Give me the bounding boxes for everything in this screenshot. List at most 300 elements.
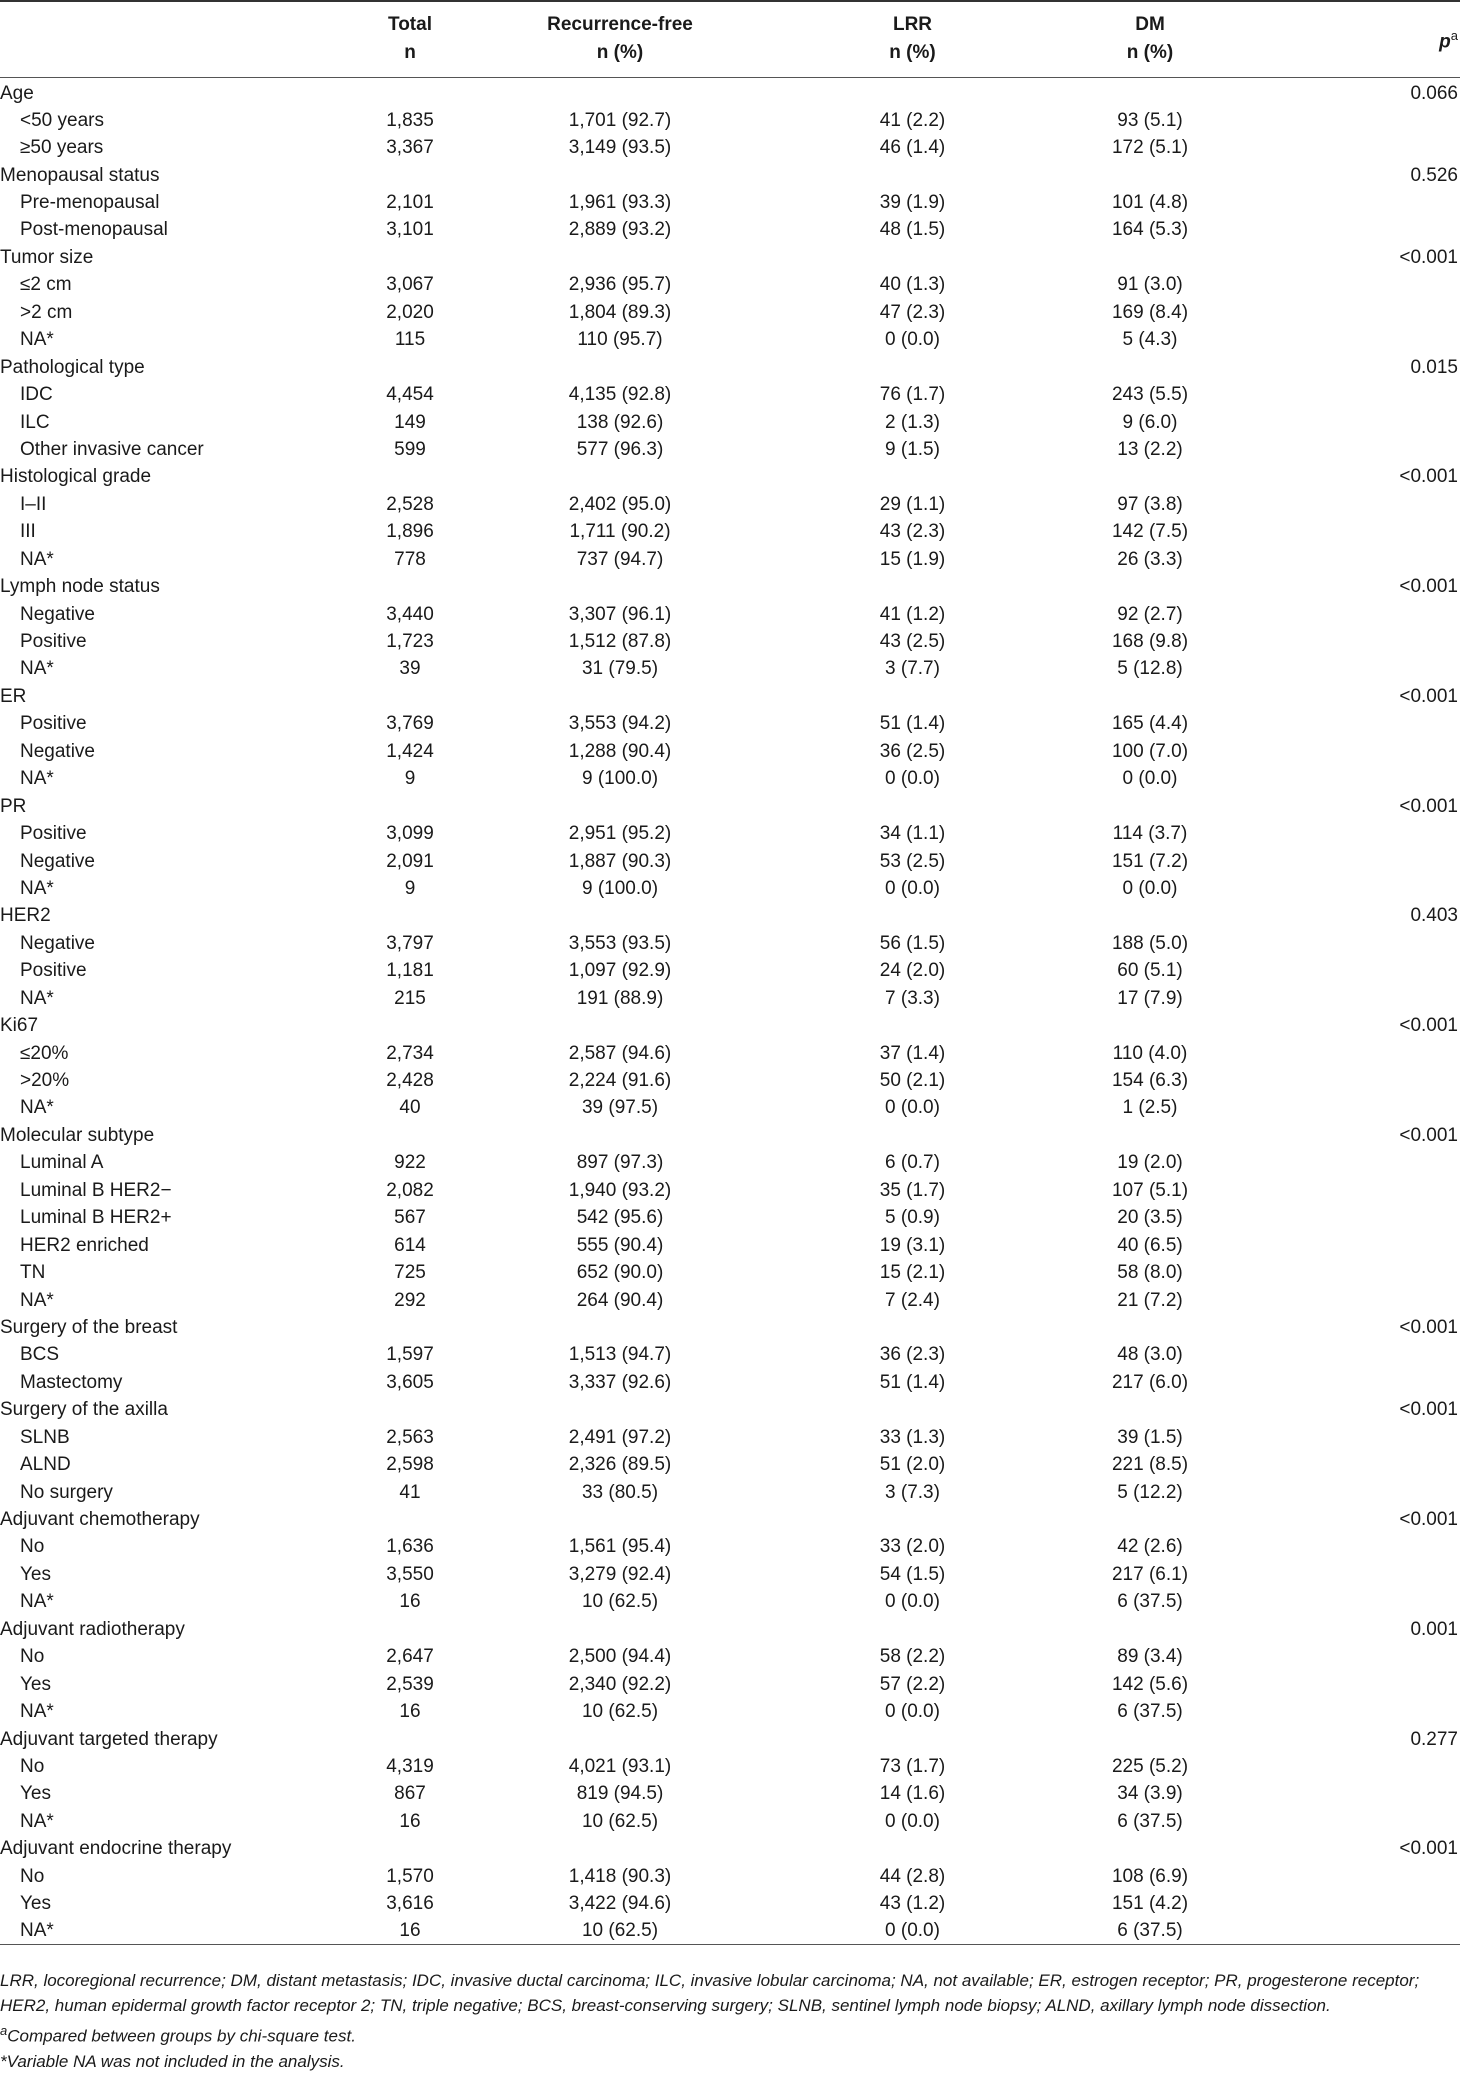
total-count: 867 [394,1783,426,1805]
p-value: 0.277 [1410,1728,1458,1750]
lrr-value: 0 (0.0) [885,877,940,899]
table-row [0,1561,1460,1588]
table-row [0,1588,1460,1615]
table-row [0,1424,1460,1451]
table-row [0,381,1460,408]
recurrence-free-value: 10 (62.5) [581,1701,659,1723]
dm-value: 0 (0.0) [1122,877,1178,899]
empty-cell [1035,902,1265,929]
empty-cell [370,77,450,107]
table-row [0,134,1460,161]
empty-cell [450,353,790,380]
total-count: 4,319 [386,1755,434,1777]
empty-cell [450,683,790,710]
empty-cell [370,1506,450,1533]
empty-cell [450,1725,790,1752]
p-value: <0.001 [1399,246,1458,268]
total-count: 2,091 [386,850,434,872]
group-label: Menopausal status [0,164,160,186]
table-row [0,491,1460,518]
dm-value: 26 (3.3) [1117,548,1183,570]
empty-cell [370,353,450,380]
lrr-value: 56 (1.5) [879,932,946,954]
p-value: 0.015 [1410,356,1458,378]
header-p-superscript: a [1450,28,1458,44]
row-label: >2 cm [20,301,73,323]
lrr-value: 51 (2.0) [879,1454,946,1476]
lrr-value: 73 (1.7) [879,1755,946,1777]
total-count: 9 [404,768,416,790]
lrr-value: 46 (1.4) [879,137,946,159]
dm-value: 6 (37.5) [1117,1701,1183,1723]
lrr-value: 0 (0.0) [885,329,940,351]
group-header-row [0,463,1460,490]
empty-cell [370,792,450,819]
lrr-value: 3 (7.7) [885,658,940,680]
header-total-line1: Total [388,14,432,36]
footnote-abbreviations: LRR, locoregional recurrence; DM, distant metastasis; IDC, invasive ductal carcinoma; ILC, invasive lobular carcinoma; NA, not available; ER, estrogen receptor; PR, progesterone receptor; HER2, human epidermal growth factor receptor 2; TN, triple negative; BCS, breast-conserving surgery; SLNB, sentinel lymph node biopsy; ALND, axillary lymph node dissection. [0,1971,1420,2015]
empty-cell [1265,134,1460,161]
row-label: Positive [20,631,87,653]
empty-cell [370,463,450,490]
total-count: 16 [370,1917,450,1945]
dm-value: 5 (4.3) [1122,329,1178,351]
table-row [0,1478,1460,1505]
empty-cell [1035,1506,1265,1533]
table-body [0,77,1460,1945]
total-count: 9 [404,877,416,899]
p-value: <0.001 [1399,1509,1458,1531]
table-row [0,847,1460,874]
dm-value: 48 (3.0) [1117,1344,1183,1366]
dm-value: 6 (37.5) [1117,1591,1183,1613]
row-label: Negative [20,850,95,872]
empty-cell [1265,1286,1460,1313]
group-header-row [0,77,1460,107]
recurrence-free-value: 897 (97.3) [576,1152,664,1174]
row-label: BCS [20,1344,60,1366]
row-label: <50 years [20,109,104,131]
dm-value: 217 (6.1) [1111,1563,1189,1585]
table-row [0,1780,1460,1807]
empty-cell [1265,1094,1460,1121]
recurrence-free-value: 4,021 (93.1) [568,1755,672,1777]
row-label: Positive [20,960,87,982]
p-value: <0.001 [1399,1124,1458,1146]
empty-cell [450,77,790,107]
header-characteristic [0,1,370,77]
lrr-value: 24 (2.0) [879,960,946,982]
dm-value: 100 (7.0) [1111,740,1189,762]
empty-cell [450,1122,790,1149]
lrr-value: 36 (2.5) [879,740,946,762]
table-row [0,1698,1460,1725]
empty-cell [790,683,1035,710]
dm-value: 151 (4.2) [1111,1893,1189,1915]
recurrence-free-value: 1,940 (93.2) [568,1179,672,1201]
total-count: 2,598 [386,1454,434,1476]
empty-cell [1265,765,1460,792]
empty-cell [450,792,790,819]
row-label: NA* [20,1097,54,1119]
empty-cell [1035,1835,1265,1862]
lrr-value: 51 (1.4) [879,713,946,735]
lrr-value: 37 (1.4) [879,1042,946,1064]
group-header-row [0,1835,1460,1862]
total-count: 3,769 [386,713,434,735]
row-label: NA* [20,658,54,680]
dm-value: 154 (6.3) [1111,1070,1189,1092]
recurrence-free-value: 1,961 (93.3) [568,192,672,214]
lrr-value: 7 (2.4) [885,1289,940,1311]
table-footnotes [0,1968,1460,2074]
empty-cell [790,902,1035,929]
footnote-a-mark: a [0,2023,8,2038]
group-label: Ki67 [0,1015,39,1037]
lrr-value: 0 (0.0) [885,1810,940,1832]
empty-cell [1265,1369,1460,1396]
recurrence-free-value: 33 (80.5) [581,1481,659,1503]
empty-cell [370,244,450,271]
total-count: 1,896 [386,521,434,543]
total-count: 1,835 [386,109,434,131]
row-label: NA* [20,1810,54,1832]
empty-cell [450,1616,790,1643]
row-label: NA* [20,1591,54,1613]
empty-cell [450,244,790,271]
total-count: 3,605 [386,1371,434,1393]
lrr-value: 43 (2.3) [879,521,946,543]
empty-cell [790,1835,1035,1862]
empty-cell [1265,518,1460,545]
empty-cell [1035,1012,1265,1039]
row-label: No [20,1536,45,1558]
lrr-value: 7 (3.3) [885,987,940,1009]
empty-cell [1035,1616,1265,1643]
table-row [0,1177,1460,1204]
total-count: 1,636 [386,1536,434,1558]
total-count: 149 [394,411,426,433]
group-header-row [0,1725,1460,1752]
row-label: Other invasive cancer [20,438,204,460]
recurrence-free-value: 555 (90.4) [576,1234,664,1256]
lrr-value: 36 (2.3) [879,1344,946,1366]
recurrence-free-value: 1,711 (90.2) [569,521,671,543]
group-label: ER [0,685,27,707]
table-row [0,518,1460,545]
row-label: No [20,1646,45,1668]
empty-cell [1265,930,1460,957]
row-label: No [20,1755,45,1777]
recurrence-free-value: 1,804 (89.3) [568,301,672,323]
dm-value: 21 (7.2) [1117,1289,1183,1311]
p-value: 0.526 [1410,164,1458,186]
dm-value: 165 (4.4) [1111,713,1189,735]
row-label: NA* [20,548,54,570]
dm-value: 225 (5.2) [1111,1755,1189,1777]
row-label: NA* [20,877,54,899]
recurrence-free-value: 1,418 (90.3) [568,1865,672,1887]
empty-cell [1035,244,1265,271]
dm-value: 114 (3.7) [1112,823,1188,845]
row-label: HER2 enriched [20,1234,149,1256]
empty-cell [790,353,1035,380]
recurrence-free-value: 1,097 (92.9) [568,960,672,982]
recurrence-free-value: 1,887 (90.3) [568,850,672,872]
total-count: 4,454 [386,384,434,406]
recurrence-free-value: 191 (88.9) [576,987,664,1009]
empty-cell [1265,1067,1460,1094]
empty-cell [1035,683,1265,710]
empty-cell [1035,1122,1265,1149]
group-label: Age [0,82,34,104]
lrr-value: 51 (1.4) [879,1371,946,1393]
empty-cell [1035,463,1265,490]
row-label: IDC [20,384,53,406]
empty-cell [370,573,450,600]
lrr-value: 35 (1.7) [879,1179,946,1201]
empty-cell [370,1314,450,1341]
p-value: <0.001 [1399,1316,1458,1338]
dm-value: 91 (3.0) [1117,274,1183,296]
empty-cell [1265,1780,1460,1807]
empty-cell [1265,326,1460,353]
row-label: NA* [20,768,54,790]
empty-cell [1265,710,1460,737]
lrr-value: 57 (2.2) [879,1673,946,1695]
recurrence-free-value: 2,402 (95.0) [568,493,672,515]
recurrence-free-value: 2,500 (94.4) [568,1646,672,1668]
group-label: Adjuvant chemotherapy [0,1509,200,1531]
total-count: 1,597 [386,1344,434,1366]
p-value: 0.001 [1410,1618,1458,1640]
p-value: <0.001 [1399,685,1458,707]
header-p-letter: p [1439,31,1451,53]
table-row [0,710,1460,737]
table-row [0,1039,1460,1066]
group-label: Tumor size [0,246,94,268]
group-label: Pathological type [0,356,145,378]
row-label: NA* [20,987,54,1009]
empty-cell [1035,77,1265,107]
empty-cell [370,1725,450,1752]
row-label: Post-menopausal [20,219,168,241]
header-lrr-line1: LRR [892,14,933,36]
recurrence-free-value: 3,553 (93.5) [568,932,672,954]
table-row [0,985,1460,1012]
row-label: ≤20% [20,1042,69,1064]
empty-cell [1265,847,1460,874]
total-count: 3,440 [386,603,434,625]
empty-cell [450,1396,790,1423]
table-row [0,271,1460,298]
group-label: Surgery of the breast [0,1316,178,1338]
recurrence-free-value: 1,288 (90.4) [568,740,672,762]
group-header-row [0,1314,1460,1341]
lrr-value: 40 (1.3) [879,274,946,296]
table-row [0,189,1460,216]
empty-cell [1035,573,1265,600]
lrr-value: 15 (2.1) [879,1262,946,1284]
group-header-row [0,1396,1460,1423]
total-count: 16 [399,1591,421,1613]
row-label: Negative [20,932,95,954]
table-row [0,1863,1460,1890]
dm-value: 89 (3.4) [1117,1646,1183,1668]
empty-cell [1035,161,1265,188]
dm-value: 34 (3.9) [1117,1783,1183,1805]
header-row [0,1,1460,77]
dm-value: 142 (7.5) [1111,521,1189,543]
table-row [0,875,1460,902]
empty-cell [1265,1478,1460,1505]
recurrence-free-value: 1,561 (95.4) [568,1536,672,1558]
empty-cell [790,573,1035,600]
row-label: Yes [20,1673,51,1695]
empty-cell [1265,820,1460,847]
table-row [0,216,1460,243]
group-header-row [0,792,1460,819]
p-value: <0.001 [1399,1838,1458,1860]
empty-cell [790,1314,1035,1341]
group-label: Adjuvant targeted therapy [0,1728,218,1750]
table-row [0,1643,1460,1670]
empty-cell [1265,1259,1460,1286]
row-label: ≥50 years [20,137,104,159]
table-row [0,600,1460,627]
empty-cell [1265,299,1460,326]
lrr-value: 5 (0.9) [885,1207,940,1229]
dm-value: 92 (2.7) [1117,603,1183,625]
empty-cell [370,902,450,929]
total-count: 292 [394,1289,426,1311]
empty-cell [1265,189,1460,216]
table-row [0,820,1460,847]
group-header-row [0,573,1460,600]
header-total-line2: n [404,42,416,64]
group-label: Surgery of the axilla [0,1399,168,1421]
empty-cell [1035,1314,1265,1341]
table-row [0,957,1460,984]
empty-cell [1265,1753,1460,1780]
empty-cell [1265,1863,1460,1890]
table-row [0,326,1460,353]
table-row [0,738,1460,765]
dm-value: 169 (8.4) [1111,301,1189,323]
empty-cell [1265,655,1460,682]
lrr-value: 15 (1.9) [879,548,946,570]
empty-cell [1265,1561,1460,1588]
empty-cell [370,1616,450,1643]
dm-value: 19 (2.0) [1117,1152,1183,1174]
total-count: 2,539 [386,1673,434,1695]
table-row [0,1451,1460,1478]
empty-cell [1035,1396,1265,1423]
table-row [0,408,1460,435]
total-count: 215 [394,987,426,1009]
empty-cell [450,902,790,929]
row-label: Negative [20,603,95,625]
row-label: I–II [20,493,47,515]
recurrence-free-value: 39 (97.5) [581,1097,659,1119]
table-row [0,930,1460,957]
table-row [0,1917,1460,1945]
lrr-value: 39 (1.9) [879,192,946,214]
recurrence-free-value: 737 (94.7) [576,548,664,570]
lrr-value: 33 (2.0) [879,1536,946,1558]
empty-cell [790,1616,1035,1643]
group-label: Molecular subtype [0,1124,155,1146]
total-count: 3,101 [386,219,434,241]
lrr-value: 44 (2.8) [879,1865,946,1887]
header-lrr [790,1,1035,77]
footnote-a-text: Compared between groups by chi-square test. [7,2026,356,2046]
total-count: 778 [394,548,426,570]
lrr-value: 58 (2.2) [879,1646,946,1668]
row-label: No [20,1865,45,1887]
group-header-row [0,902,1460,929]
header-lrr-line2: n (%) [889,42,936,64]
dm-value: 101 (4.8) [1111,192,1189,214]
dm-value: 17 (7.9) [1117,987,1183,1009]
empty-cell [1265,957,1460,984]
p-value: 0.403 [1410,905,1458,927]
recurrence-free-value: 3,553 (94.2) [568,713,672,735]
header-rf-line1: Recurrence-free [547,14,693,36]
total-count: 2,428 [386,1070,434,1092]
lrr-value: 0 (0.0) [885,1591,940,1613]
header-total [370,1,450,77]
total-count: 115 [394,329,426,351]
total-count: 40 [399,1097,421,1119]
p-value: <0.001 [1399,1015,1458,1037]
dm-value: 13 (2.2) [1117,438,1183,460]
row-label: NA* [20,1289,54,1311]
group-header-row [0,1616,1460,1643]
total-count: 2,528 [386,493,434,515]
empty-cell [1265,1039,1460,1066]
recurrence-free-value: 110 (95.7) [577,329,663,351]
lrr-value: 19 (3.1) [879,1234,946,1256]
total-count: 922 [394,1152,426,1174]
recurrence-free-value: 3,307 (96.1) [568,603,672,625]
dm-value: 5 (12.2) [1117,1481,1183,1503]
empty-cell [370,1835,450,1862]
empty-cell [1265,1533,1460,1560]
recurrence-free-value: 1,701 (92.7) [568,109,672,131]
header-p-value [1265,1,1460,77]
empty-cell [1265,491,1460,518]
empty-cell [1265,1177,1460,1204]
dm-value: 108 (6.9) [1111,1865,1189,1887]
recurrence-free-value: 9 (100.0) [581,877,659,899]
lrr-value: 0 (0.0) [885,1701,940,1723]
empty-cell [450,1012,790,1039]
dm-value: 243 (5.5) [1111,384,1189,406]
group-header-row [0,1012,1460,1039]
p-value: <0.001 [1399,576,1458,598]
p-value: <0.001 [1399,1399,1458,1421]
dm-value: 60 (5.1) [1117,960,1183,982]
empty-cell [1265,271,1460,298]
empty-cell [1265,1588,1460,1615]
lrr-value: 33 (1.3) [879,1426,946,1448]
recurrence-free-value: 2,340 (92.2) [568,1673,672,1695]
dm-value: 164 (5.3) [1111,219,1189,241]
empty-cell [370,1012,450,1039]
total-count: 2,734 [386,1042,434,1064]
row-label: Luminal B HER2+ [20,1207,172,1229]
